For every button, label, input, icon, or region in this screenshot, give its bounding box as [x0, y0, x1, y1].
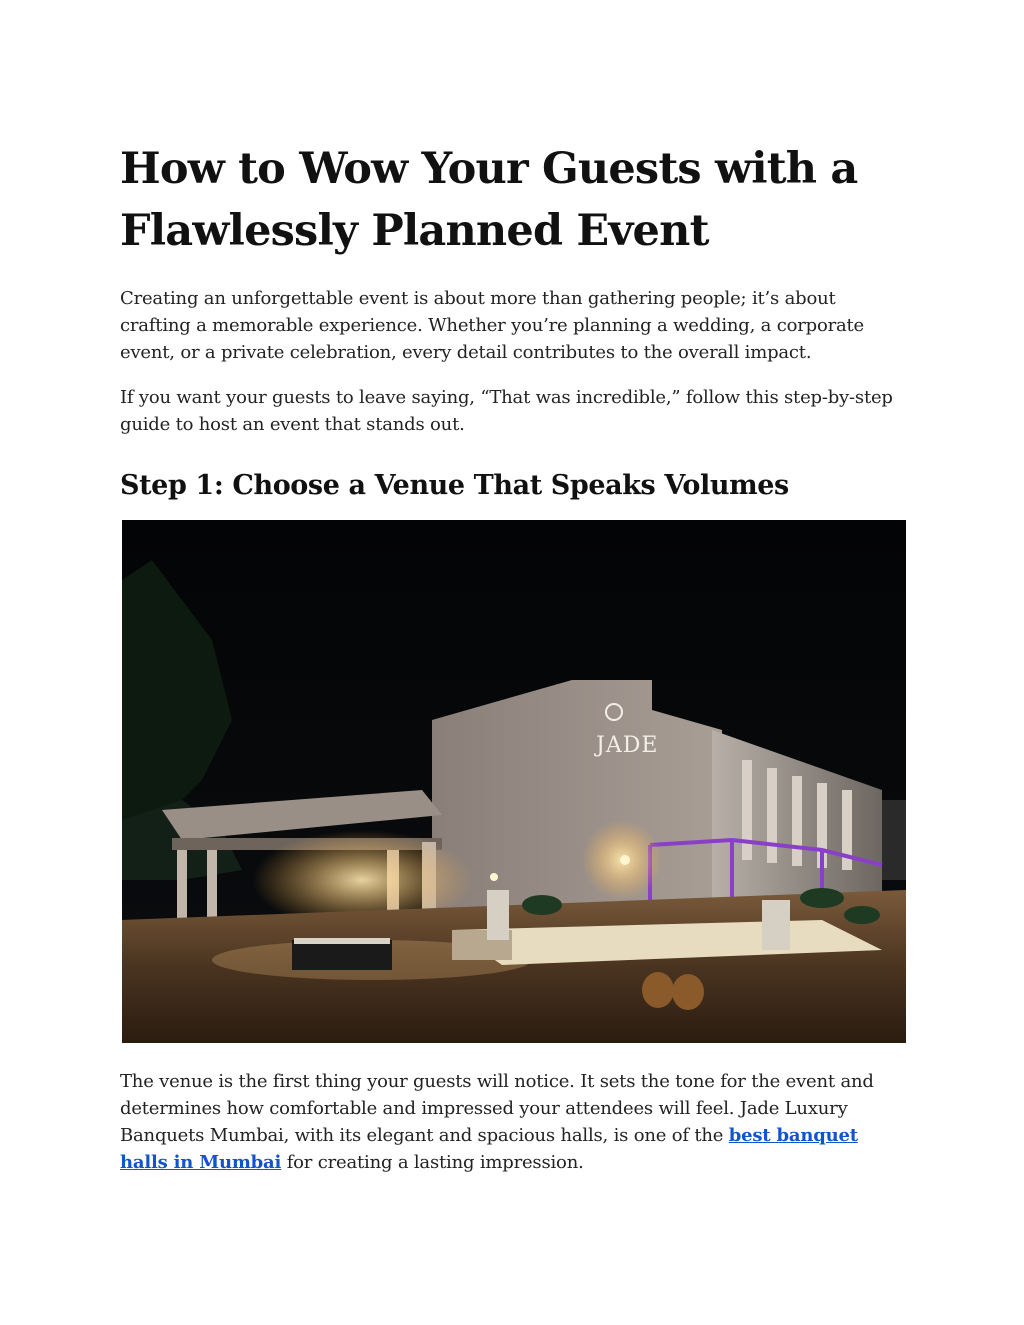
venue-photo	[122, 520, 906, 1043]
intro-paragraph: Creating an unforgettable event is about more than gathering people; it’s about crafting a memorable experience. Whether you’re planning a wedding, a corporate event, or a private celebration, every detail contributes to the overall impact.	[120, 288, 865, 363]
best-banquet-halls-link[interactable]: best banquet halls in Mumbai	[120, 1125, 858, 1173]
step1-body-after-link: for creating a lasting impression.	[281, 1152, 584, 1173]
step1-body-paragraph	[120, 1068, 910, 1176]
step1-heading: Step 1: Choose a Venue That Speaks Volumes	[120, 470, 789, 501]
step1-body-before-link: The venue is the first thing your guests will notice. It sets the tone for the event and determines how comfortable and impressed your attendees will feel. Jade Luxury Banquets Mumbai, with its elegant and spacious halls, is one of the	[120, 1071, 874, 1146]
venue-sign-text: JADE	[596, 733, 659, 758]
second-paragraph: If you want your guests to leave saying, “That was incredible,” follow this step-by-step guide to host an event that stands out.	[120, 387, 893, 435]
article-title: How to Wow Your Guests with a Flawlessly Planned Event	[120, 144, 858, 256]
